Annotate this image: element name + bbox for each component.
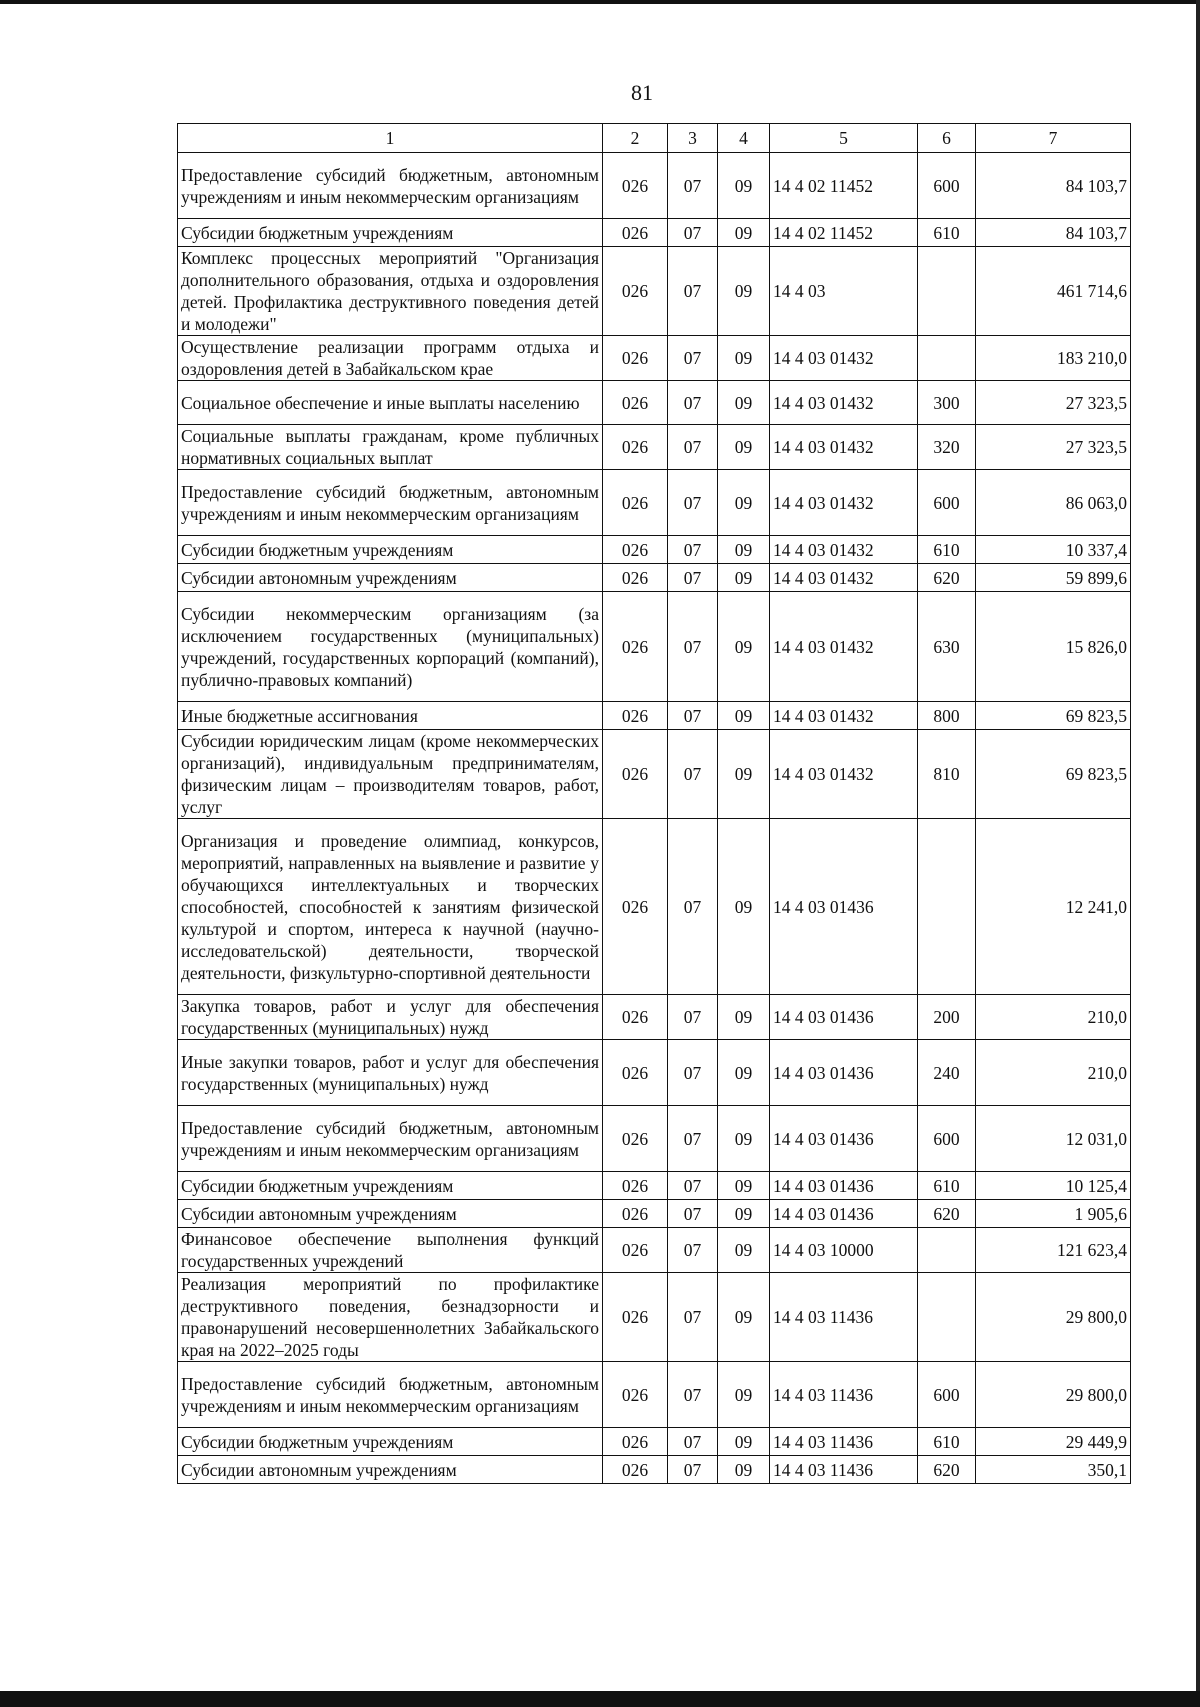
ministry-code-cell: 026 [603,381,668,425]
subsection-code-cell: 09 [718,219,770,247]
section-code-cell: 07 [668,1362,718,1428]
expense-type-code-cell: 600 [918,470,976,536]
subsection-code-cell: 09 [718,336,770,381]
subsection-code-cell: 09 [718,819,770,995]
ministry-code-cell: 026 [603,336,668,381]
table-row [178,425,1131,470]
item-name-cell: Реализация мероприятий по профилактике деструктивного поведения, безнадзорности и правонарушений несовершеннолетних Забайкальского края на 2022–2025 годы [178,1273,603,1362]
amount-cell: 86 063,0 [976,470,1131,536]
expense-type-code-cell [918,336,976,381]
target-article-code-cell: 14 4 02 11452 [770,153,918,219]
amount-cell: 10 337,4 [976,536,1131,564]
subsection-code-cell: 09 [718,470,770,536]
table-header-row [178,124,1131,153]
section-code-cell: 07 [668,730,718,819]
amount-cell: 210,0 [976,1040,1131,1106]
table-row [178,995,1131,1040]
amount-cell: 12 241,0 [976,819,1131,995]
subsection-code-cell: 09 [718,536,770,564]
scan-border-bottom [0,1691,1200,1707]
item-name-cell: Комплекс процессных мероприятий "Организация дополнительного образования, отдыха и оздоровления детей. Профилактика деструктивного поведения детей и молодежи" [178,247,603,336]
header-cell: 7 [976,124,1131,153]
ministry-code-cell: 026 [603,702,668,730]
table-row [178,730,1131,819]
amount-cell: 59 899,6 [976,564,1131,592]
target-article-code-cell: 14 4 03 01432 [770,536,918,564]
section-code-cell: 07 [668,1040,718,1106]
subsection-code-cell: 09 [718,730,770,819]
item-name-cell: Социальные выплаты гражданам, кроме публичных нормативных социальных выплат [178,425,603,470]
ministry-code-cell: 026 [603,1106,668,1172]
target-article-code-cell: 14 4 03 01436 [770,995,918,1040]
item-name-cell: Предоставление субсидий бюджетным, автономным учреждениям и иным некоммерческим организациям [178,470,603,536]
table-row [178,153,1131,219]
subsection-code-cell: 09 [718,153,770,219]
ministry-code-cell: 026 [603,153,668,219]
section-code-cell: 07 [668,219,718,247]
amount-cell: 29 800,0 [976,1273,1131,1362]
page-number: 81 [631,80,653,105]
target-article-code-cell: 14 4 03 11436 [770,1428,918,1456]
amount-cell: 121 623,4 [976,1228,1131,1273]
item-name-cell: Субсидии бюджетным учреждениям [178,1428,603,1456]
item-name-cell: Субсидии бюджетным учреждениям [178,1172,603,1200]
expense-type-code-cell: 610 [918,1428,976,1456]
target-article-code-cell: 14 4 03 01432 [770,564,918,592]
subsection-code-cell: 09 [718,1428,770,1456]
subsection-code-cell: 09 [718,1362,770,1428]
ministry-code-cell: 026 [603,219,668,247]
item-name-cell: Финансовое обеспечение выполнения функций государственных учреждений [178,1228,603,1273]
header-cell: 2 [603,124,668,153]
target-article-code-cell: 14 4 03 01436 [770,1040,918,1106]
table-row [178,336,1131,381]
table-row [178,592,1131,702]
section-code-cell: 07 [668,1273,718,1362]
expense-type-code-cell [918,1273,976,1362]
section-code-cell: 07 [668,1200,718,1228]
target-article-code-cell: 14 4 03 [770,247,918,336]
section-code-cell: 07 [668,1228,718,1273]
section-code-cell: 07 [668,1172,718,1200]
expense-type-code-cell [918,247,976,336]
table-row [178,1200,1131,1228]
section-code-cell: 07 [668,153,718,219]
item-name-cell: Субсидии автономным учреждениям [178,564,603,592]
subsection-code-cell: 09 [718,1456,770,1484]
item-name-cell: Субсидии некоммерческим организациям (за исключением государственных (муниципальных) учреждений, государственных корпораций (компаний), публично-правовых компаний) [178,592,603,702]
expense-type-code-cell: 610 [918,536,976,564]
table-row [178,1228,1131,1273]
subsection-code-cell: 09 [718,1172,770,1200]
target-article-code-cell: 14 4 03 01436 [770,1172,918,1200]
subsection-code-cell: 09 [718,702,770,730]
item-name-cell: Субсидии автономным учреждениям [178,1456,603,1484]
ministry-code-cell: 026 [603,247,668,336]
subsection-code-cell: 09 [718,1040,770,1106]
table-row [178,381,1131,425]
section-code-cell: 07 [668,564,718,592]
table-row [178,470,1131,536]
target-article-code-cell: 14 4 03 01436 [770,1200,918,1228]
expense-type-code-cell [918,819,976,995]
header-cell: 5 [770,124,918,153]
item-name-cell: Предоставление субсидий бюджетным, автономным учреждениям и иным некоммерческим организациям [178,1362,603,1428]
item-name-cell: Иные закупки товаров, работ и услуг для обеспечения государственных (муниципальных) нужд [178,1040,603,1106]
section-code-cell: 07 [668,819,718,995]
section-code-cell: 07 [668,425,718,470]
table-row [178,247,1131,336]
amount-cell: 1 905,6 [976,1200,1131,1228]
subsection-code-cell: 09 [718,381,770,425]
item-name-cell: Иные бюджетные ассигнования [178,702,603,730]
ministry-code-cell: 026 [603,1200,668,1228]
target-article-code-cell: 14 4 03 10000 [770,1228,918,1273]
scan-border-right [1196,0,1200,1707]
table-row [178,219,1131,247]
ministry-code-cell: 026 [603,1428,668,1456]
subsection-code-cell: 09 [718,1228,770,1273]
ministry-code-cell: 026 [603,995,668,1040]
item-name-cell: Предоставление субсидий бюджетным, автономным учреждениям и иным некоммерческим организациям [178,1106,603,1172]
table-row [178,564,1131,592]
ministry-code-cell: 026 [603,1273,668,1362]
section-code-cell: 07 [668,1456,718,1484]
scan-border-top [0,0,1200,4]
ministry-code-cell: 026 [603,536,668,564]
amount-cell: 29 449,9 [976,1428,1131,1456]
section-code-cell: 07 [668,536,718,564]
subsection-code-cell: 09 [718,1106,770,1172]
target-article-code-cell: 14 4 03 11436 [770,1362,918,1428]
target-article-code-cell: 14 4 02 11452 [770,219,918,247]
expense-type-code-cell: 620 [918,1200,976,1228]
target-article-code-cell: 14 4 03 01436 [770,1106,918,1172]
subsection-code-cell: 09 [718,247,770,336]
expense-type-code-cell: 600 [918,1362,976,1428]
table-row [178,536,1131,564]
item-name-cell: Субсидии автономным учреждениям [178,1200,603,1228]
subsection-code-cell: 09 [718,564,770,592]
section-code-cell: 07 [668,1106,718,1172]
target-article-code-cell: 14 4 03 01432 [770,592,918,702]
expense-type-code-cell: 240 [918,1040,976,1106]
amount-cell: 29 800,0 [976,1362,1131,1428]
amount-cell: 84 103,7 [976,153,1131,219]
subsection-code-cell: 09 [718,1200,770,1228]
expense-type-code-cell: 200 [918,995,976,1040]
table-row [178,702,1131,730]
section-code-cell: 07 [668,702,718,730]
expense-type-code-cell: 300 [918,381,976,425]
subsection-code-cell: 09 [718,995,770,1040]
section-code-cell: 07 [668,381,718,425]
budget-table [177,123,1131,1484]
ministry-code-cell: 026 [603,1040,668,1106]
expense-type-code-cell: 630 [918,592,976,702]
target-article-code-cell: 14 4 03 11436 [770,1456,918,1484]
section-code-cell: 07 [668,470,718,536]
target-article-code-cell: 14 4 03 11436 [770,1273,918,1362]
section-code-cell: 07 [668,592,718,702]
ministry-code-cell: 026 [603,564,668,592]
expense-type-code-cell: 810 [918,730,976,819]
table-row [178,1362,1131,1428]
expense-type-code-cell: 620 [918,1456,976,1484]
subsection-code-cell: 09 [718,1273,770,1362]
target-article-code-cell: 14 4 03 01432 [770,470,918,536]
table-row [178,1040,1131,1106]
header-cell: 1 [178,124,603,153]
amount-cell: 461 714,6 [976,247,1131,336]
item-name-cell: Социальное обеспечение и иные выплаты населению [178,381,603,425]
table-row [178,1428,1131,1456]
item-name-cell: Организация и проведение олимпиад, конкурсов, мероприятий, направленных на выявление и развитие у обучающихся интеллектуальных и творческих способностей, способностей к занятиям физической культурой и спортом, интереса к научной (научно-исследовательской) деятельности, творческой деятельности, физкультурно-спортивной деятельности [178,819,603,995]
amount-cell: 69 823,5 [976,702,1131,730]
expense-type-code-cell [918,1228,976,1273]
target-article-code-cell: 14 4 03 01432 [770,730,918,819]
amount-cell: 27 323,5 [976,381,1131,425]
ministry-code-cell: 026 [603,1172,668,1200]
expense-type-code-cell: 600 [918,153,976,219]
expense-type-code-cell: 620 [918,564,976,592]
table-row [178,1106,1131,1172]
table-row [178,1172,1131,1200]
expense-type-code-cell: 610 [918,219,976,247]
ministry-code-cell: 026 [603,1362,668,1428]
amount-cell: 10 125,4 [976,1172,1131,1200]
item-name-cell: Предоставление субсидий бюджетным, автономным учреждениям и иным некоммерческим организациям [178,153,603,219]
target-article-code-cell: 14 4 03 01432 [770,425,918,470]
item-name-cell: Закупка товаров, работ и услуг для обеспечения государственных (муниципальных) нужд [178,995,603,1040]
section-code-cell: 07 [668,336,718,381]
ministry-code-cell: 026 [603,1228,668,1273]
header-cell: 4 [718,124,770,153]
amount-cell: 15 826,0 [976,592,1131,702]
ministry-code-cell: 026 [603,1456,668,1484]
item-name-cell: Субсидии бюджетным учреждениям [178,536,603,564]
amount-cell: 84 103,7 [976,219,1131,247]
amount-cell: 210,0 [976,995,1131,1040]
target-article-code-cell: 14 4 03 01432 [770,381,918,425]
expense-type-code-cell: 600 [918,1106,976,1172]
item-name-cell: Субсидии бюджетным учреждениям [178,219,603,247]
ministry-code-cell: 026 [603,470,668,536]
ministry-code-cell: 026 [603,592,668,702]
ministry-code-cell: 026 [603,819,668,995]
header-cell: 3 [668,124,718,153]
expense-type-code-cell: 800 [918,702,976,730]
amount-cell: 350,1 [976,1456,1131,1484]
section-code-cell: 07 [668,247,718,336]
expense-type-code-cell: 320 [918,425,976,470]
amount-cell: 183 210,0 [976,336,1131,381]
target-article-code-cell: 14 4 03 01436 [770,819,918,995]
item-name-cell: Субсидии юридическим лицам (кроме некоммерческих организаций), индивидуальным предпринимателям, физическим лицам – производителям товаров, работ, услуг [178,730,603,819]
ministry-code-cell: 026 [603,730,668,819]
section-code-cell: 07 [668,1428,718,1456]
header-cell: 6 [918,124,976,153]
subsection-code-cell: 09 [718,592,770,702]
section-code-cell: 07 [668,995,718,1040]
amount-cell: 69 823,5 [976,730,1131,819]
amount-cell: 27 323,5 [976,425,1131,470]
item-name-cell: Осуществление реализации программ отдыха и оздоровления детей в Забайкальском крае [178,336,603,381]
target-article-code-cell: 14 4 03 01432 [770,336,918,381]
ministry-code-cell: 026 [603,425,668,470]
table-row [178,819,1131,995]
expense-type-code-cell: 610 [918,1172,976,1200]
table-row [178,1273,1131,1362]
amount-cell: 12 031,0 [976,1106,1131,1172]
table-row [178,1456,1131,1484]
target-article-code-cell: 14 4 03 01432 [770,702,918,730]
subsection-code-cell: 09 [718,425,770,470]
